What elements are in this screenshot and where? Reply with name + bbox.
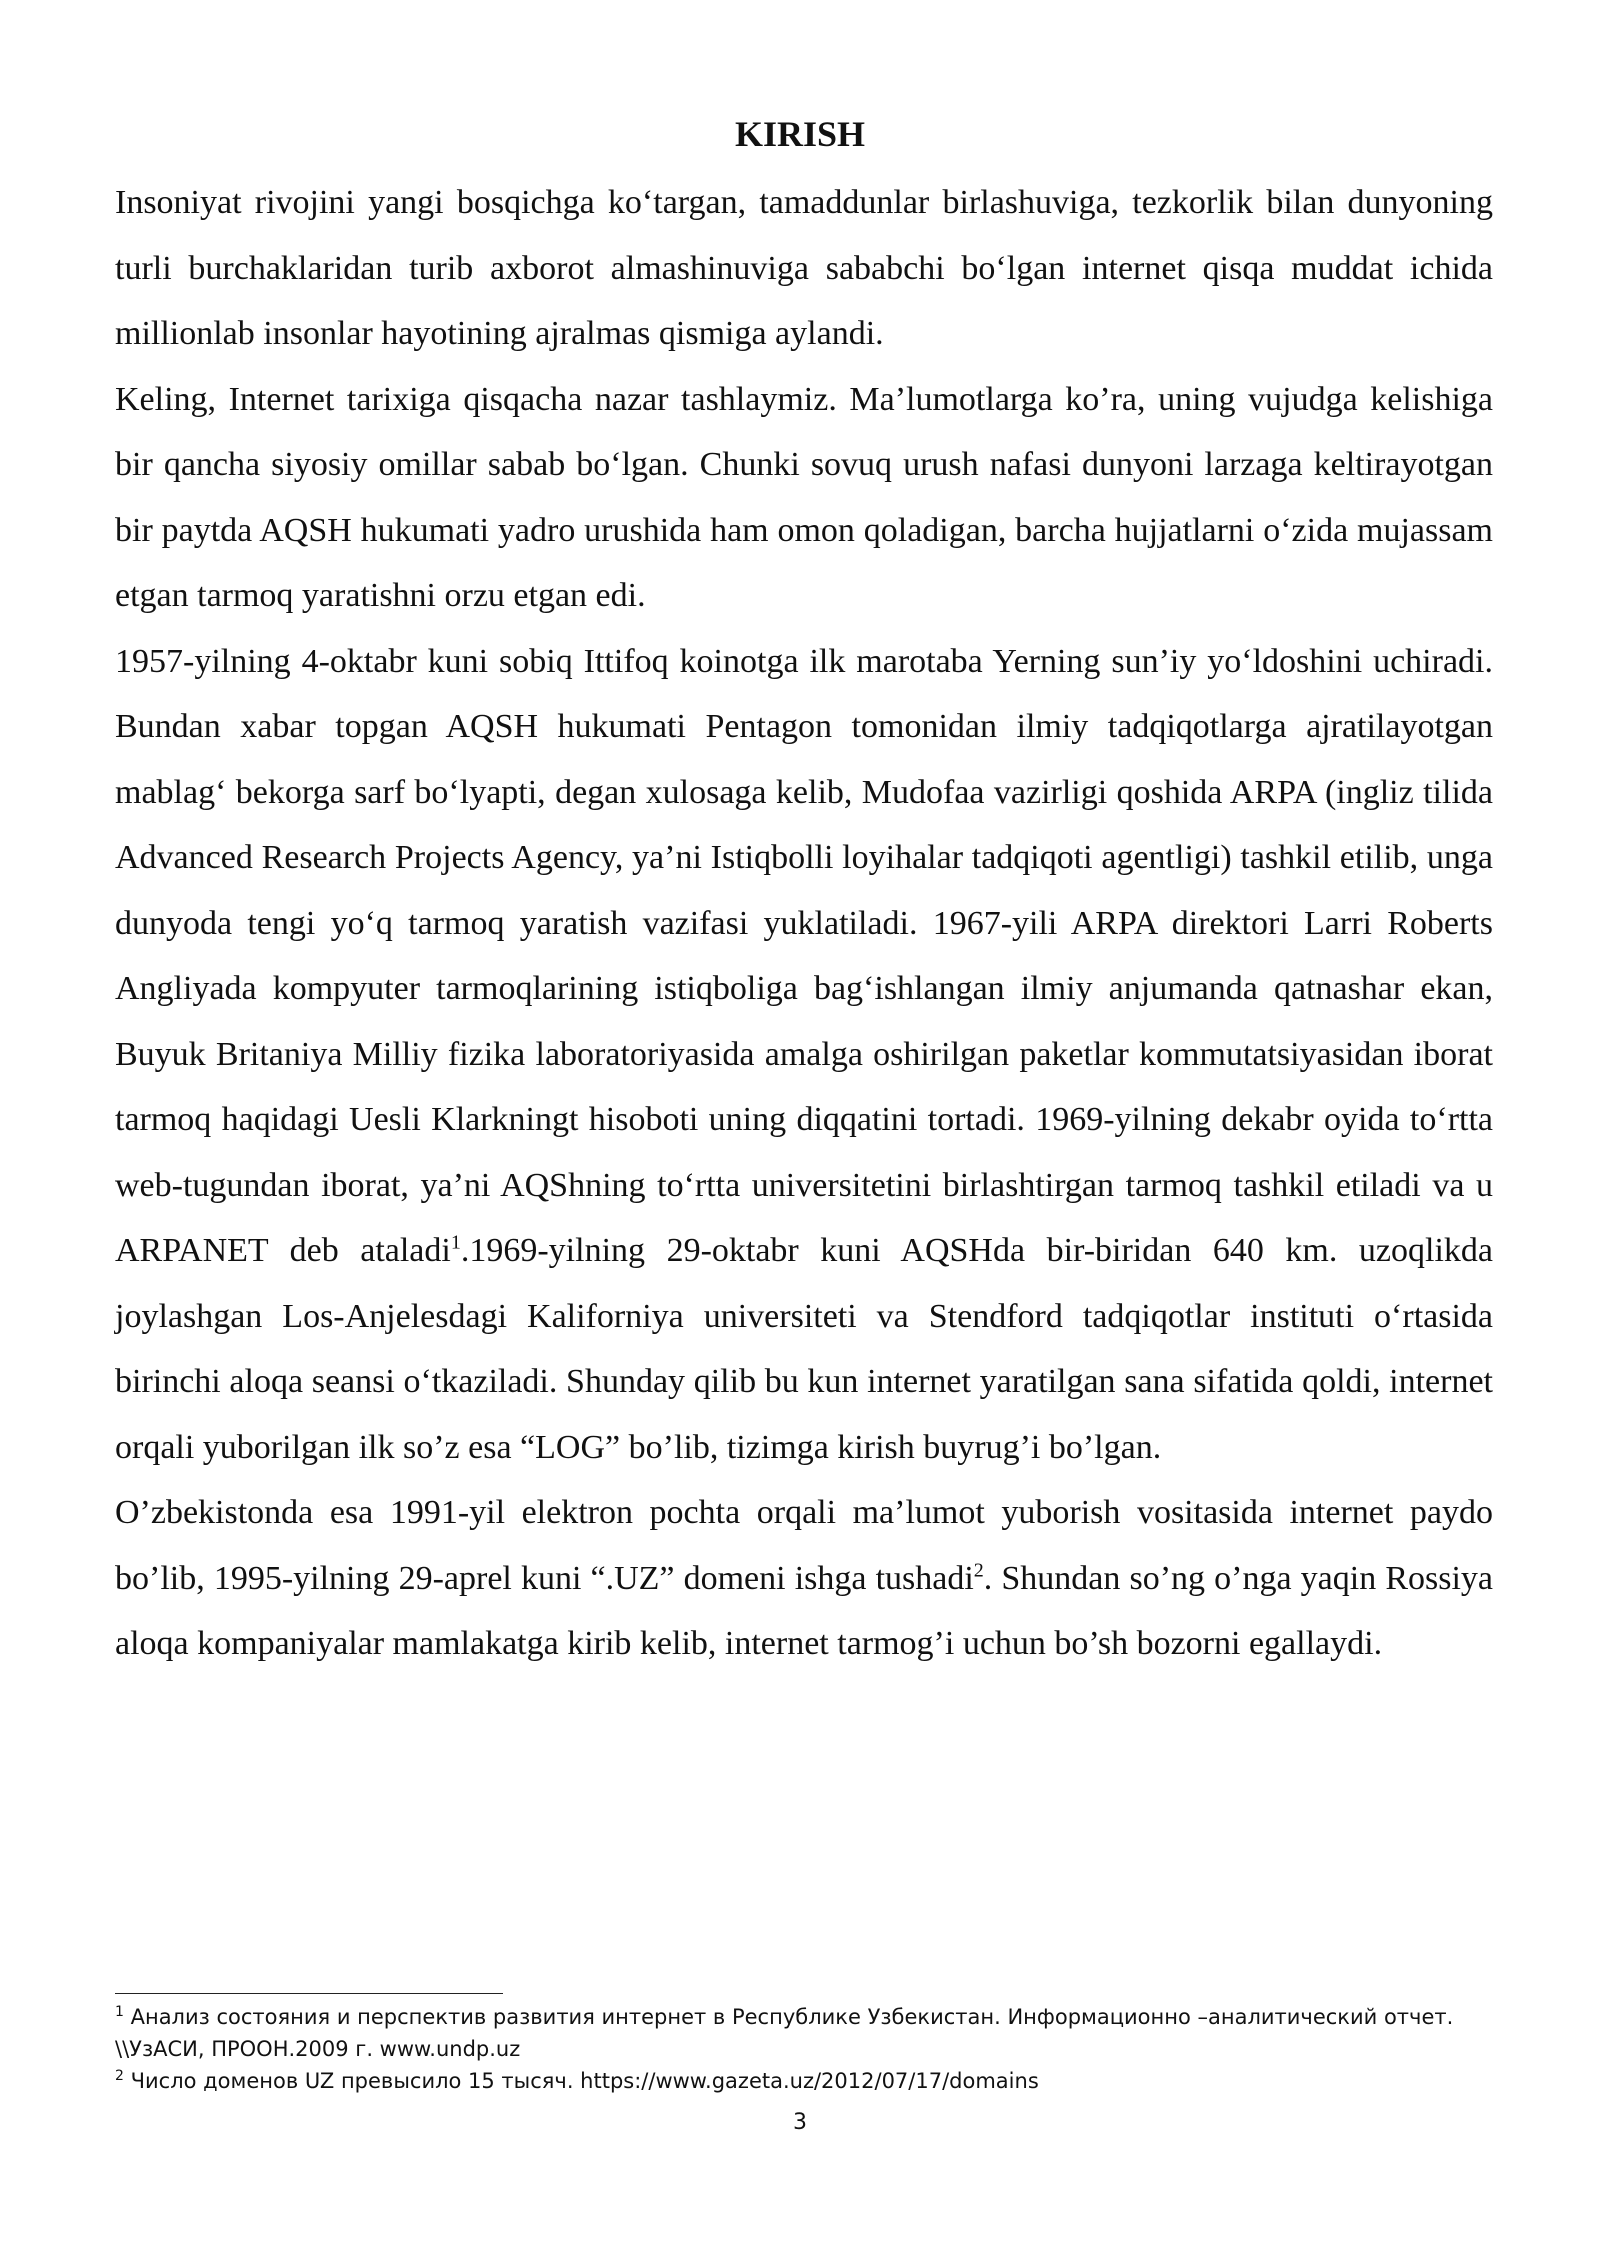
paragraph-text: 1957-yilning 4-oktabr kuni sobiq Ittifoq koinotga ilk marotaba Yerning sun’iy yo‘ldoshini uchiradi. Bundan xabar topgan AQSH hukumati Pentagon tomonidan ilmiy tadqiqotlarga ajratilayotgan mablag‘ bekorga sarf bo‘lyapti, degan xulosaga kelib, Mudofaa vazirligi qoshida ARPA (ingliz tilida Advanced Research Projects Agency, ya’ni Istiqbolli loyihalar tadqiqoti agentligi) tashkil etilib, unga dunyoda tengi yo‘q tarmoq yaratish vazifasi yuklatiladi. 1967-yili ARPA direktori Larri Roberts Angliyada kompyuter tarmoqlarining istiqboliga bag‘ishlangan ilmiy anjumanda qatnashar ekan, Buyuk Britaniya Milliy fizika laboratoriyasida amalga oshirilgan paketlar kommutatsiyasidan iborat tarmoq haqidagi Uesli Klarkningt hisoboti uning diqqatini tortadi. 1969-yilning dekabr oyida to‘rtta web-tugundan iborat, ya’ni AQShning to‘rtta universitetini birlashtirgan tarmoq tashkil etiladi va u ARPANET deb ataladi (115, 642, 1493, 1269)
footnote-reference[interactable]: 1 (450, 1231, 461, 1254)
paragraph-2 (115, 367, 1493, 629)
footnote-text: Анализ состояния и перспектив развития интернет в Республике Узбекистан. Информационно –аналитический отчет. \\УзАСИ, ПРООН.2009 г. www.undp.uz (115, 2005, 1454, 2061)
footnote-reference[interactable]: 2 (973, 1559, 984, 1582)
paragraph-1 (115, 170, 1493, 367)
paragraph-4 (115, 1480, 1493, 1677)
footnotes (115, 2001, 1505, 2097)
footnote-2 (115, 2065, 1505, 2097)
paragraph-text: Keling, Internet tarixiga qisqacha nazar tashlaymiz. Ma’lumotlarga ko’ra, uning vujudga kelishiga bir qancha siyosiy omillar sabab bo‘lgan. Chunki sovuq urush nafasi dunyoni larzaga keltirayotgan bir paytda AQSH hukumati yadro urushida ham omon qoladigan, barcha hujjatlarni o‘zida mujassam etgan tarmoq yaratishni orzu etgan edi. (115, 380, 1493, 614)
page-number: 3 (793, 2110, 807, 2135)
paragraph-3 (115, 629, 1493, 1481)
paragraph-text: O’zbekistonda esa 1991-yil elektron pochta orqali ma’lumot yuborish vositasida internet paydo bo’lib, 1995-yilning 29-aprel kuni “.UZ” domeni ishga tushadi (115, 1494, 1493, 1597)
footnote-mark: 1 (115, 2004, 124, 2020)
footnote-separator (115, 1993, 503, 1994)
footnote-1 (115, 2001, 1505, 2065)
footnote-text: Число доменов UZ превысило 15 тысяч. https://www.gazeta.uz/2012/07/17/domains (123, 2069, 1039, 2093)
paragraph-text: Insoniyat rivojini yangi bosqichga ko‘targan, tamaddunlar birlashuviga, tezkorlik bilan dunyoning turli burchaklaridan turib axborot almashinuviga sababchi bo‘lgan internet qisqa muddat ichida millionlab insonlar hayotining ajralmas qismiga aylandi. (115, 184, 1493, 352)
footnote-mark: 2 (115, 2068, 124, 2084)
paragraph-text: . Shundan so’ng o’nga yaqin Rossiya aloqa kompaniyalar mamlakatga kirib kelib, internet tarmog’i uchun bo’sh bozorni egallaydi. (115, 1559, 1493, 1662)
body-text (115, 170, 1493, 1677)
paragraph-text: .1969-yilning 29-oktabr kuni AQSHda bir-biridan 640 km. uzoqlikda joylashgan Los-Anjelesdagi Kaliforniya universiteti va Stendford tadqiqotlar instituti o‘rtasida birinchi aloqa seansi o‘tkaziladi. Shunday qilib bu kun internet yaratilgan sana sifatida qoldi, internet orqali yuborilgan ilk so’z esa “LOG” bo’lib, tizimga kirish buyrug’i bo’lgan. (115, 1232, 1493, 1466)
page-title: KIRISH (734, 114, 866, 154)
